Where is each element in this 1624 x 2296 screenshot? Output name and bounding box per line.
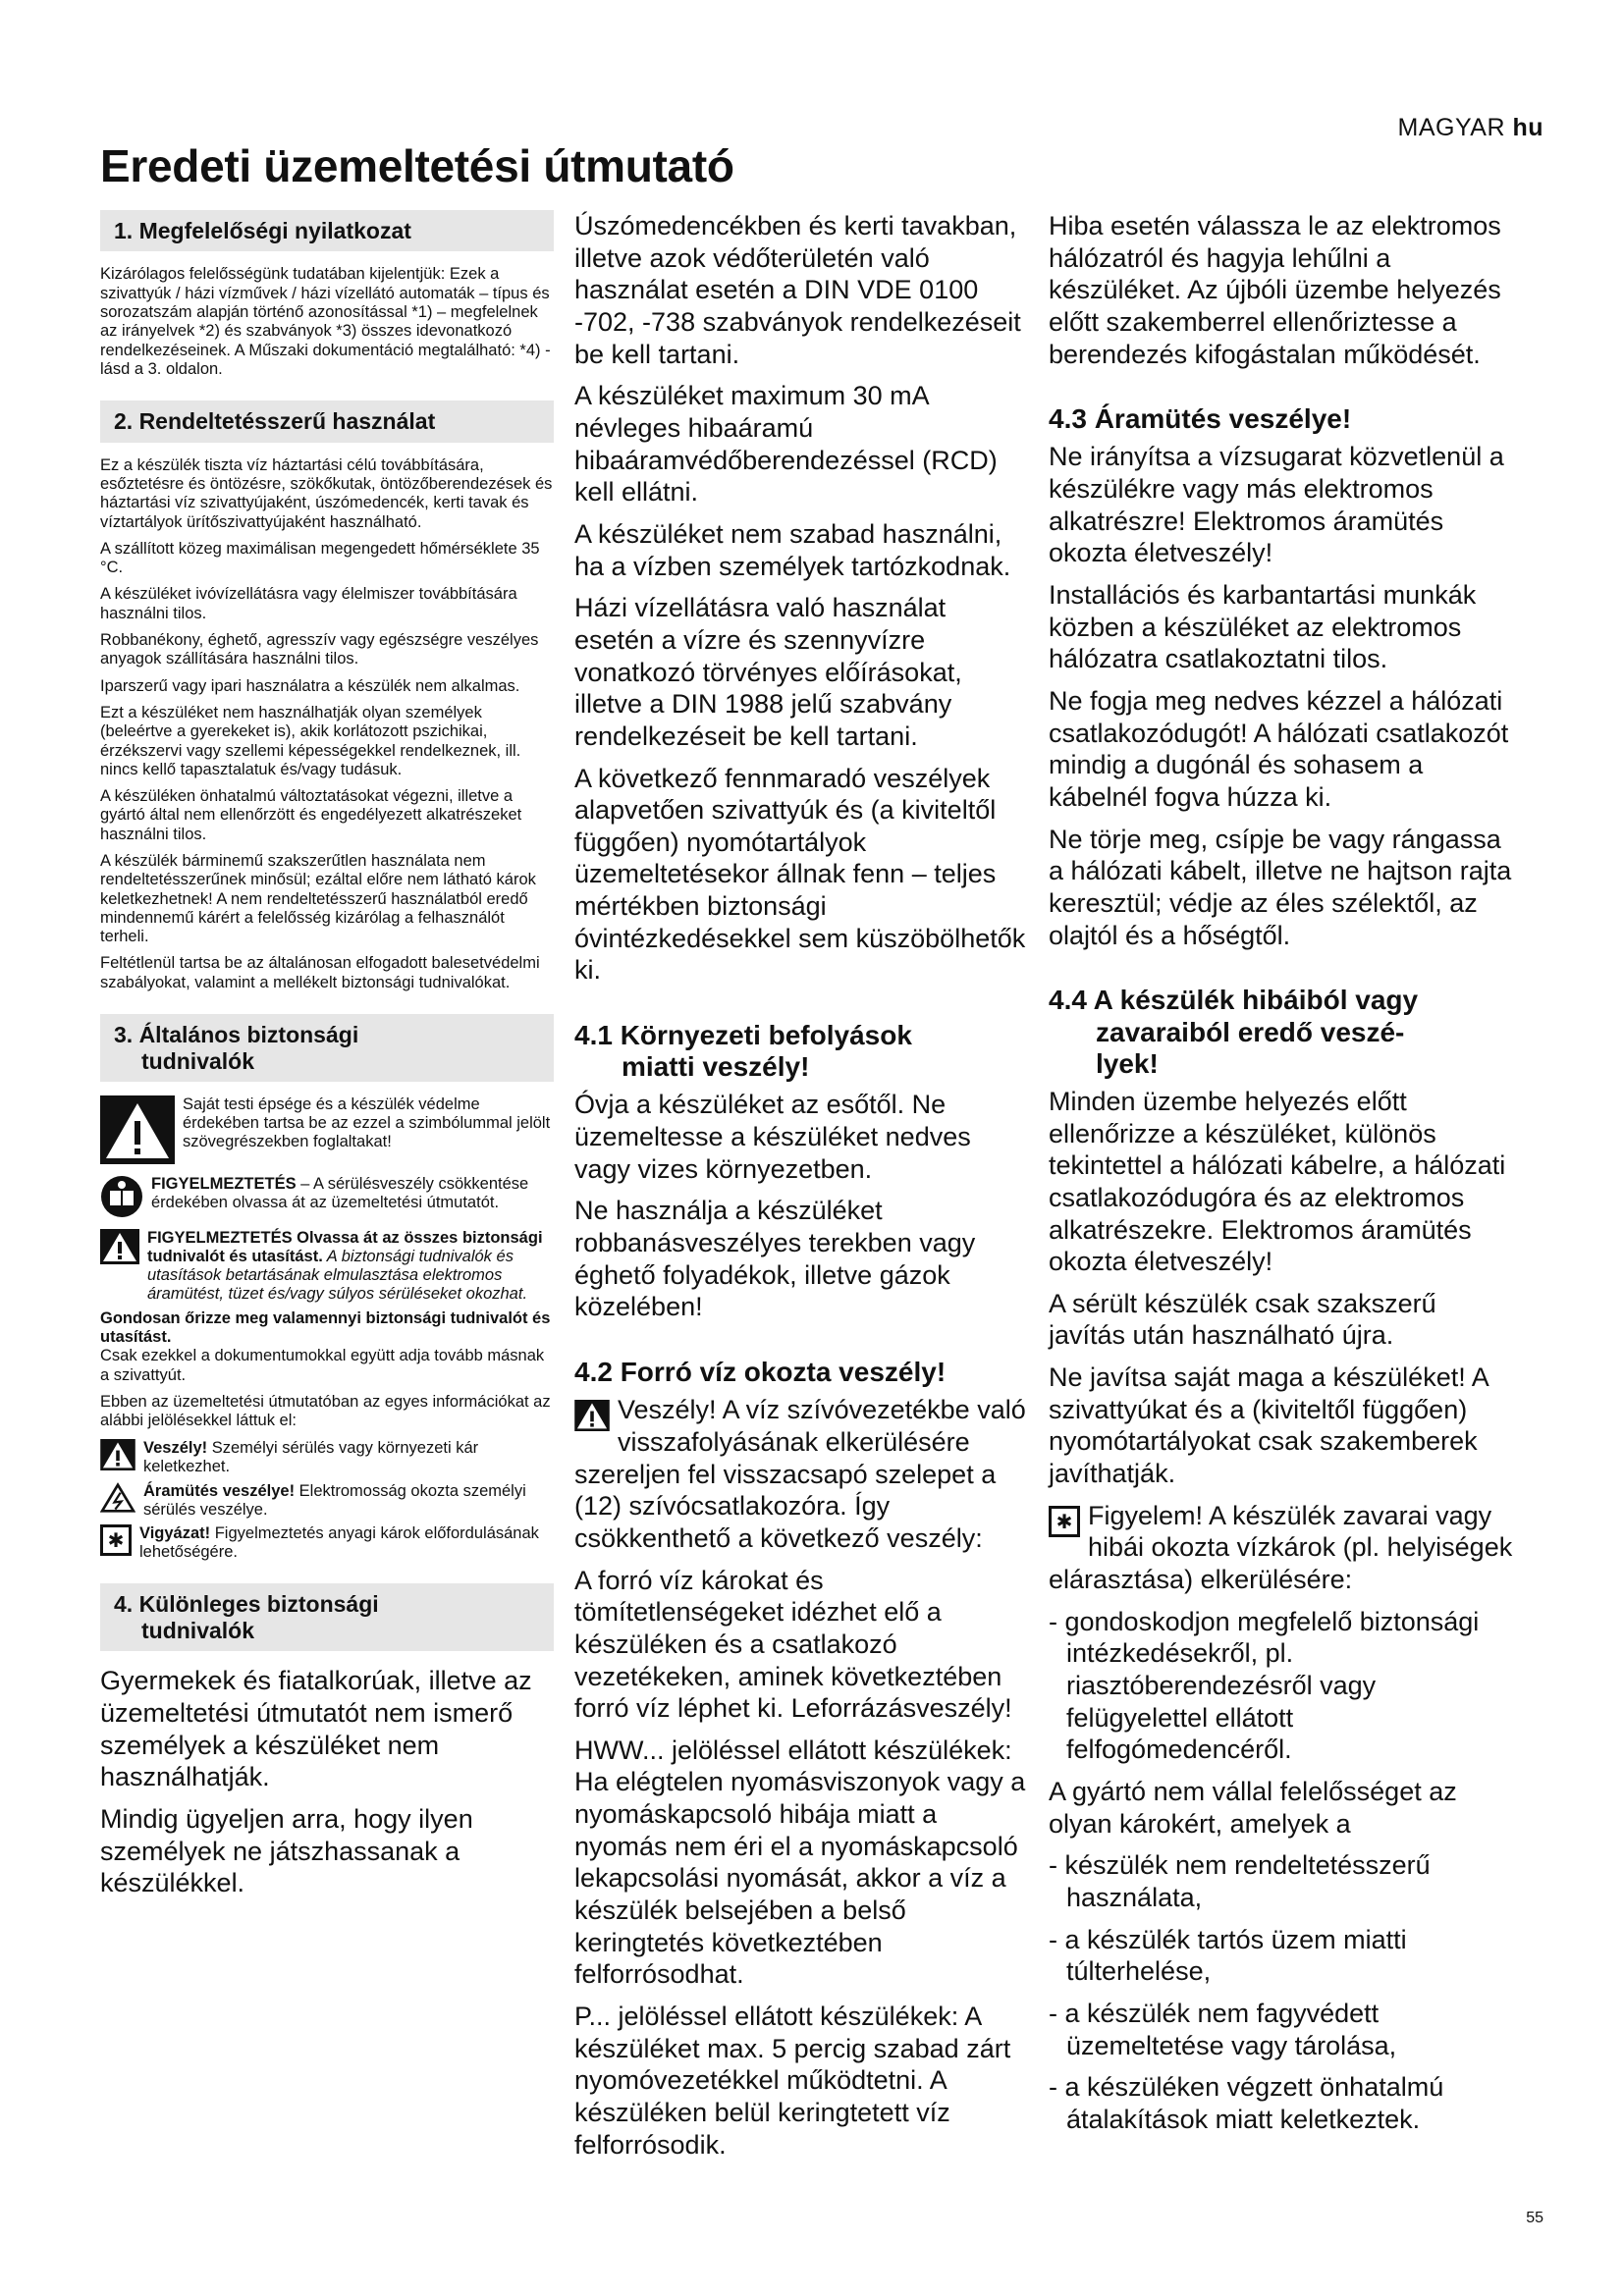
- heading-line: 4.1 Környezeti befolyások: [574, 1020, 912, 1051]
- warning-symbol-note: [100, 1095, 554, 1169]
- bold-text: Áramütés veszélye!: [143, 1481, 296, 1500]
- legend-text: [143, 1439, 554, 1476]
- bold-text: Vigyázat!: [139, 1524, 211, 1543]
- section-2-heading: 2. Rendeltetésszerű használat: [100, 400, 554, 442]
- heading-line: 4. Különleges biztonsági: [114, 1591, 379, 1618]
- page-title: Eredeti üzemeltetési útmutató: [100, 140, 734, 191]
- list-item: - a készüléken végzett önhatalmú átalakítások miatt keletkeztek.: [1049, 2072, 1444, 2134]
- paragraph: Úszómedencékben és kerti tavakban, illetve azok védőterületén való használat esetén a DIN VDE 0100 -702, -738 szabványok rendelkezéseit be kell tartani.: [574, 211, 1021, 369]
- paragraph: Óvja a készüléket az esőtől. Ne üzemeltesse a készüléket nedves vagy vizes környezetben.: [574, 1090, 971, 1184]
- paragraph-with-icon: [1049, 1500, 1518, 1596]
- paragraph: Ne javítsa saját maga a készüléket! A szivattyúkat és a (kiviteltől függően) nyomótartályokat csak szakemberek javíthatják.: [1049, 1362, 1489, 1489]
- paragraph: P... jelöléssel ellátott készülékek: A készüléket max. 5 percig szabad zárt nyomóvezetékkel működtetni. A készüléken belül keringtetett víz felforrósodik.: [574, 2002, 1011, 2160]
- column-2: [574, 210, 1026, 2170]
- paragraph: Mindig ügyeljen arra, hogy ilyen személyek ne játszhassanak a készülékkel.: [100, 1803, 473, 1898]
- section-4-2-heading: 4.2 Forró víz okozta veszély!: [574, 1357, 947, 1388]
- paragraph: Feltétlenül tartsa be az általánosan elfogadott balesetvédelmi szabályokat, valamint a mellékelt biztonsági tudnivalókat.: [100, 954, 540, 991]
- electric-shock-icon: [100, 1482, 135, 1520]
- section-3-text: [100, 1309, 554, 1431]
- italic-text: A biztonsági tudnivalók és utasítások betartásának elmulasztása elektromos áramütést, tüzet és/vagy súlyos sérüléseket okozhat.: [147, 1247, 528, 1303]
- paragraph: A gyártó nem vállal felelősséget az olyan károkért, amelyek a: [1049, 1777, 1457, 1839]
- text: Személyi sérülés vagy környezeti kár keletkezhet.: [143, 1438, 479, 1475]
- heading-line: 4.4 A készülék hibáiból vagy: [1049, 985, 1419, 1016]
- paragraph: Ne irányítsa a vízsugarat közvetlenül a készülékre vagy más elektromos alkatrészre! Elektromos áramütés okozta életveszély!: [1049, 442, 1504, 568]
- section-4-1-heading: [574, 1020, 1026, 1083]
- warning-triangle-icon: [100, 1095, 175, 1169]
- column-3: [1049, 210, 1518, 2146]
- paragraph: Ezt a készüléket nem használhatják olyan személyek (beleértve a gyerekeket is), akik korlátozott pszichikai, érzékszervi vagy szellemi képességekkel rendelkeznek, ill. nincs kellő tapasztalatuk és/vagy tudásuk.: [100, 703, 521, 778]
- heading-line: tudnivalók: [141, 1617, 255, 1643]
- language-code: hu: [1512, 114, 1543, 141]
- text: Figyelmeztetés anyagi károk előfordulásának lehetőségére.: [139, 1524, 539, 1562]
- paragraph: A készüléket ivóvízellátásra vagy élelmiszer továbbítására használni tilos.: [100, 585, 517, 622]
- text: Csak ezekkel a dokumentumokkal együtt adja tovább másnak a szivattyút.: [100, 1347, 545, 1384]
- bold-text: Veszély!: [143, 1438, 208, 1457]
- section-1-heading: 1. Megfelelőségi nyilatkozat: [100, 210, 554, 251]
- paragraph: Installációs és karbantartási munkák közben a készüléket az elektromos hálózatra csatlakoztatni tilos.: [1049, 580, 1477, 674]
- text: Figyelem! A készülék zavarai vagy hibái okozta vízkárok (pl. helyiségek elárasztása) elkerülésére:: [1049, 1500, 1513, 1595]
- bold-text: Gondosan őrizze meg valamennyi biztonsági tudnivalót és utasítást.: [100, 1308, 551, 1347]
- paragraph: Gyermekek és fiatalkorúak, illetve az üzemeltetési útmutatót nem ismerő személyek a készüléket nem használhatják.: [100, 1666, 532, 1792]
- read-manual-text: [151, 1175, 554, 1223]
- section-2-body: [100, 456, 554, 992]
- legend-text: [143, 1482, 554, 1520]
- warning-icon: [100, 1439, 135, 1476]
- read-manual-icon: [100, 1175, 143, 1223]
- list-item: - a készülék nem fagyvédett üzemeltetése vagy tárolása,: [1049, 1998, 1397, 2060]
- paragraph: A készüléket nem szabad használni, ha a vízben személyek tartózkodnak.: [574, 518, 1011, 581]
- paragraph: HWW... jelöléssel ellátott készülékek: Ha elégtelen nyomásviszonyok vagy a nyomáskapcsoló hibája miatt a nyomás nem éri el a nyomáskapcsoló lekapcsolási nyomását, akkor a víz a készülék belsejében a belső keringtetés következtében felforrósodhat.: [574, 1735, 1026, 1990]
- warning-icon: [100, 1229, 139, 1304]
- paragraph: Házi vízellátásra való használat esetén a vízre és szennyvízre vonatkozó törvényes előírásokat, illetve a DIN 1988 jelű szabvány rendelkezéseit be kell tartani.: [574, 593, 962, 751]
- paragraph: A készüléket maximum 30 mA névleges hibaáramú hibaáramvédőberendezéssel (RCD) kell ellátni.: [574, 381, 998, 507]
- heading-line: 3. Általános biztonsági: [114, 1022, 359, 1048]
- caution-icon: [100, 1524, 132, 1562]
- column-1: [100, 210, 554, 1909]
- section-3-body: [100, 1095, 554, 1562]
- section-4-heading: [100, 1583, 554, 1651]
- paragraph: A sérült készülék csak szakszerű javítás után használható újra.: [1049, 1288, 1436, 1351]
- bold-text: FIGYELMEZTETÉS: [151, 1174, 297, 1193]
- paragraph: A szállított közeg maximálisan megengedett hőmérséklete 35 °C.: [100, 539, 540, 577]
- paragraph: Iparszerű vagy ipari használatra a készülék nem alkalmas.: [100, 676, 520, 695]
- paragraph: A forró víz károkat és tömítetlenségeket idézhet elő a készüléken és a csatlakozó vezetékeken, aminek következtében forró víz léphet ki. Leforrázásveszély!: [574, 1565, 1012, 1724]
- list-item: - gondoskodjon megfelelő biztonsági intézkedésekről, pl. riasztóberendezésről vagy felügyelettel ellátott felfogómedencéről.: [1049, 1606, 1480, 1765]
- text: Veszély! A víz szívóvezetékbe való visszafolyásának elkerülésére szereljen fel visszacsapó szelepet a (12) szívócsatlakozóra. Így csökkenthető a következő veszély:: [574, 1395, 1026, 1553]
- paragraph: Hiba esetén válassza le az elektromos hálózatról és hagyja lehűlni a készüléket. Az újbóli üzembe helyezés előtt szakemberrel ellenőriztesse a berendezés kifogástalan működését.: [1049, 211, 1501, 369]
- legend-caution: [100, 1524, 554, 1562]
- svg-text:✱: ✱: [107, 1528, 125, 1553]
- heading-line: lyek!: [1096, 1047, 1159, 1079]
- heading-line: zavaraiból eredő veszé-: [1096, 1016, 1405, 1047]
- list-item: - készülék nem rendeltetésszerű használata,: [1049, 1850, 1431, 1912]
- paragraph: A készülék bárminemű szakszerűtlen használata nem rendeltetésszerűnek minősül; ezáltal előre nem látható károk keletkezhetnek! A nem rendeltetésszerű használatból eredő mindennemű kárért a felelősség kizárólag a felhasználót terheli.: [100, 852, 536, 946]
- paragraph: Ne törje meg, csípje be vagy rángassa a hálózati kábelt, illetve ne hajtson rajta keresztül; védje az éles szélektől, az olajtól és a hőségtől.: [1049, 824, 1512, 950]
- section-1-body: [100, 265, 554, 379]
- paragraph: Ez a készülék tiszta víz háztartási célú továbbítására, esőztetésre és öntözésre, szökőkutak, öntözőberendezések és háztartási víz szivattyújaként, úszómedencék, kerti tavak és víztartályok ürítőszivattyújaként használható.: [100, 455, 553, 531]
- paragraph: A készüléken önhatalmú változtatásokat végezni, illetve a gyártó által nem ellenőrzött és engedélyezett alkatrészeket használni tilos.: [100, 787, 522, 843]
- read-all-note: [100, 1229, 554, 1304]
- section-4-body: [100, 1665, 554, 1899]
- svg-text:✱: ✱: [1056, 1509, 1073, 1533]
- paragraph-with-icon: [574, 1394, 1026, 1554]
- paragraph: Ebben az üzemeltetési útmutatóban az egyes információkat az alábbi jelölésekkel láttuk el:: [100, 1393, 551, 1430]
- text: – A sérülésveszély csökkentése érdekében olvassa át az üzemeltetési útmutatót.: [151, 1174, 529, 1211]
- paragraph: Ne fogja meg nedves kézzel a hálózati csatlakozódugót! A hálózati csatlakozót mindig a dugónál és sohasem a kábelnél fogva húzza ki.: [1049, 686, 1509, 813]
- page-number: 55: [1526, 2210, 1543, 2226]
- paragraph: Kizárólagos felelősségünk tudatában kijelentjük: Ezek a szivattyúk / házi vízművek / házi vízellátó automaták – típus és sorozatszám alapján történő azonosítással *1) – megfelelnek az irányelvek *2) és szabványok *3) összes idevonatkozó rendelkezéseinek. A Műszaki dokumentáció megtalálható: *4) - lásd a 3. oldalon.: [100, 265, 551, 378]
- heading-line: tudnivalók: [141, 1047, 255, 1074]
- paragraph: Robbanékony, éghető, agresszív vagy egészségre veszélyes anyagok szállítására használni tilos.: [100, 631, 539, 668]
- list-item: - a készülék tartós üzem miatti túlterhelése,: [1049, 1924, 1407, 1987]
- caution-icon: [1049, 1506, 1080, 1545]
- text: Elektromosság okozta személyi sérülés veszélye.: [143, 1481, 526, 1519]
- legend-danger: [100, 1439, 554, 1476]
- paragraph: Minden üzembe helyezés előtt ellenőrizze a készüléket, különös tekintettel a hálózati kábelre, a hálózati csatlakozódugóra és az elektromos alkatrészekre. Elektromos áramütés okozta életveszély!: [1049, 1086, 1506, 1277]
- warning-text: Saját testi épsége és a készülék védelme érdekében tartsa be az ezzel a szimbólummal jelölt szövegrészekben foglaltakat!: [183, 1095, 551, 1150]
- paragraph: A következő fennmaradó veszélyek alapvetően szivattyúk és (a kiviteltől függően) nyomótartályok üzemeltetésekor állnak fenn – teljes mértékben biztonsági óvintézkedésekkel sem küszöbölhetők ki.: [574, 763, 1026, 986]
- language-label: [1398, 114, 1544, 142]
- warning-icon: [574, 1400, 610, 1439]
- legend-electric: [100, 1482, 554, 1520]
- paragraph: Ne használja a készüléket robbanásveszélyes terekben vagy éghető folyadékok, illetve gázok közelében!: [574, 1196, 976, 1322]
- section-4-3-heading: 4.3 Áramütés veszélye!: [1049, 403, 1352, 435]
- bold-text: FIGYELMEZTETÉS Olvassa át az összes biztonsági tudnivalót és utasítást.: [147, 1228, 543, 1265]
- heading-line: miatti veszély!: [622, 1051, 810, 1083]
- section-4-4-heading: [1049, 985, 1518, 1080]
- legend-text: [139, 1524, 554, 1562]
- read-manual-note: [100, 1175, 554, 1223]
- read-all-text: [147, 1229, 554, 1304]
- paragraph: [100, 1309, 554, 1385]
- section-3-heading: [100, 1014, 554, 1082]
- language-name: MAGYAR: [1397, 114, 1505, 141]
